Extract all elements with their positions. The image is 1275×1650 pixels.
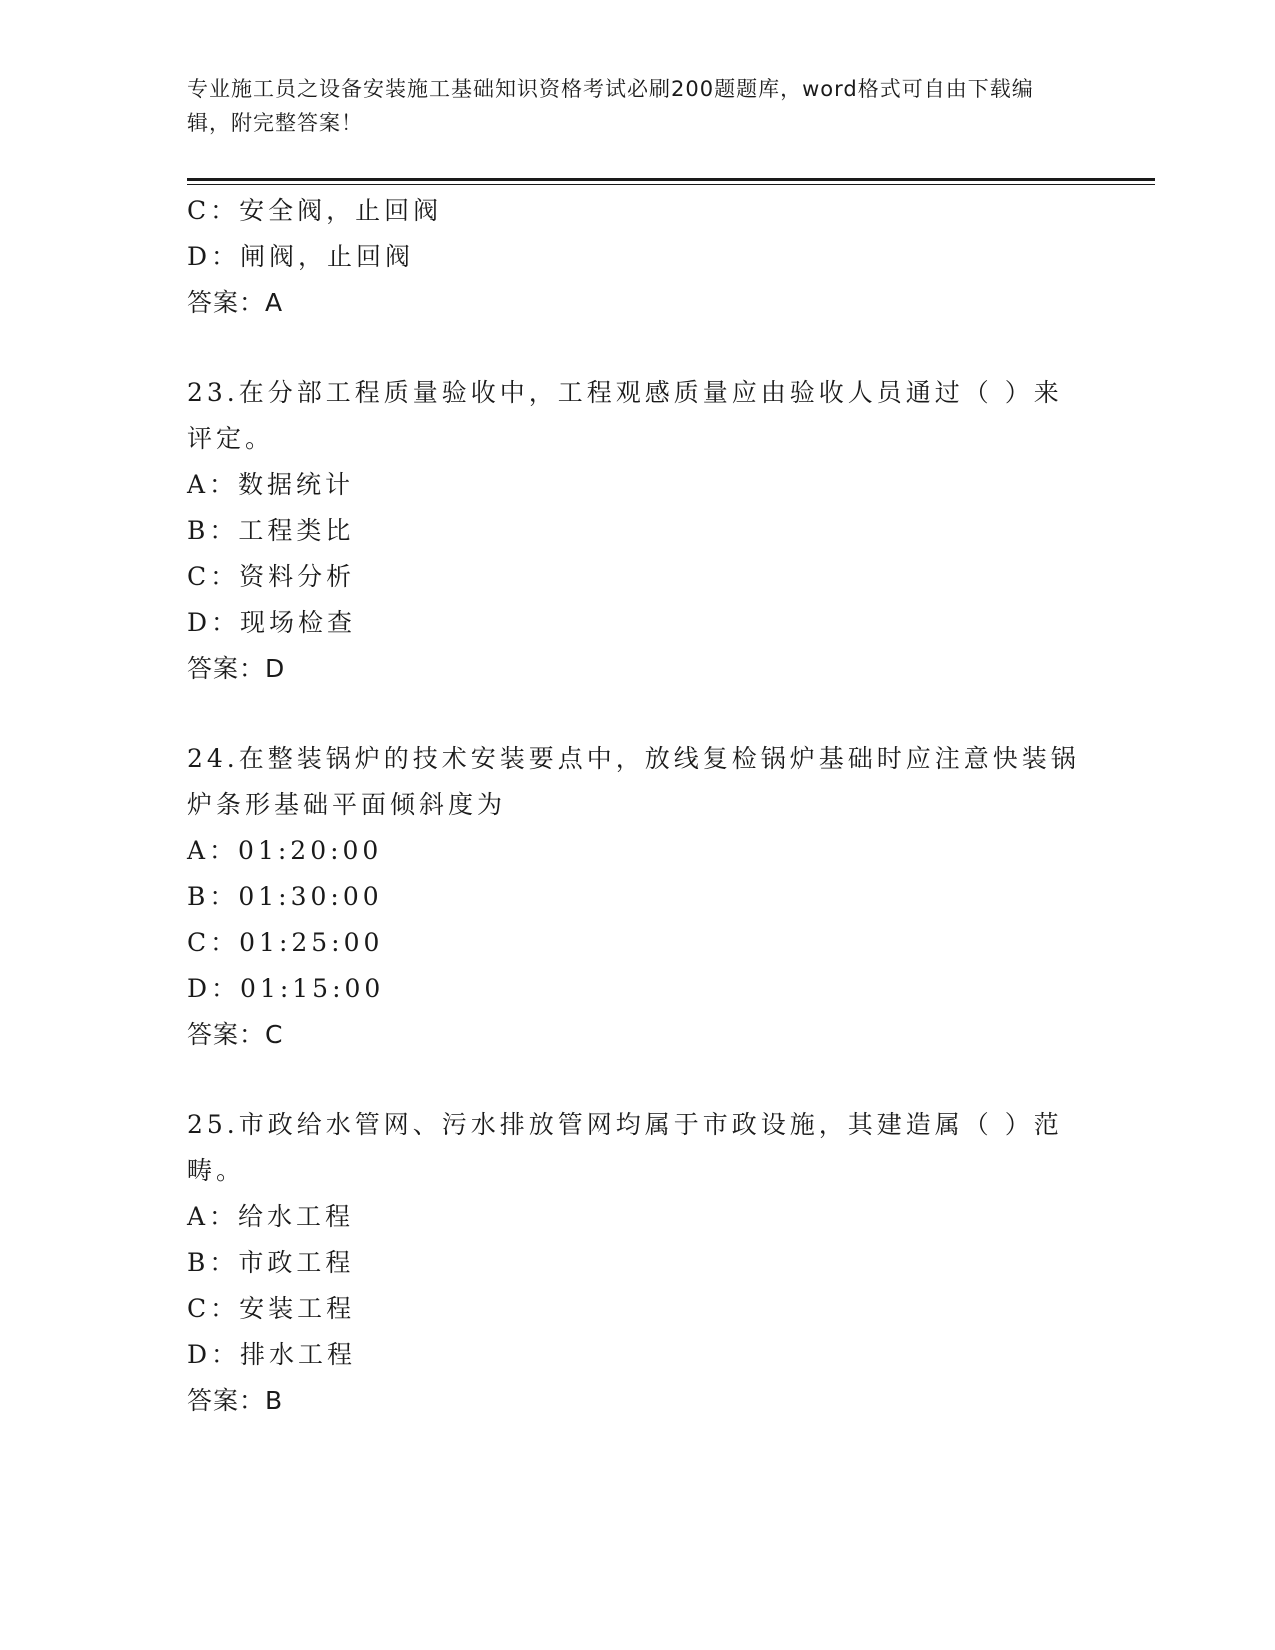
question-stem: 23.在分部工程质量验收中，工程观感质量应由验收人员通过（ ）来评定。 [187, 378, 1063, 453]
option-d: D：01:15:00 [187, 974, 385, 1003]
option-a: A：给水工程 [187, 1202, 355, 1231]
question-24 [187, 736, 1087, 1058]
header-divider-thin [187, 184, 1155, 185]
question-stem: 25.市政给水管网、污水排放管网均属于市政设施，其建造属（ ）范畴。 [187, 1110, 1063, 1185]
question-22-tail [187, 188, 1087, 326]
header-divider-thick [187, 178, 1155, 181]
option-b: B：01:30:00 [187, 882, 383, 911]
option-d: D：闸阀，止回阀 [187, 242, 415, 271]
answer-line: 答案：A [187, 288, 284, 317]
option-b: B：工程类比 [187, 516, 355, 545]
option-a: A：01:20:00 [187, 836, 383, 865]
question-list [187, 188, 1087, 1424]
document-header: 专业施工员之设备安装施工基础知识资格考试必刷200题题库，word格式可自由下载编辑，附完整答案！ [187, 77, 1034, 135]
question-25 [187, 1102, 1087, 1424]
option-d: D：现场检查 [187, 608, 357, 637]
option-c: C：安全阀，止回阀 [187, 196, 443, 225]
option-d: D：排水工程 [187, 1340, 357, 1369]
question-23 [187, 370, 1087, 692]
answer-line: 答案：D [187, 654, 286, 683]
answer-line: 答案：C [187, 1020, 284, 1049]
option-b: B：市政工程 [187, 1248, 355, 1277]
option-c: C：01:25:00 [187, 928, 384, 957]
option-a: A：数据统计 [187, 470, 355, 499]
question-stem: 24.在整装锅炉的技术安装要点中，放线复检锅炉基础时应注意快装锅炉条形基础平面倾斜度为 [187, 744, 1080, 819]
option-c: C：资料分析 [187, 562, 356, 591]
answer-line: 答案：B [187, 1386, 284, 1415]
option-c: C：安装工程 [187, 1294, 356, 1323]
